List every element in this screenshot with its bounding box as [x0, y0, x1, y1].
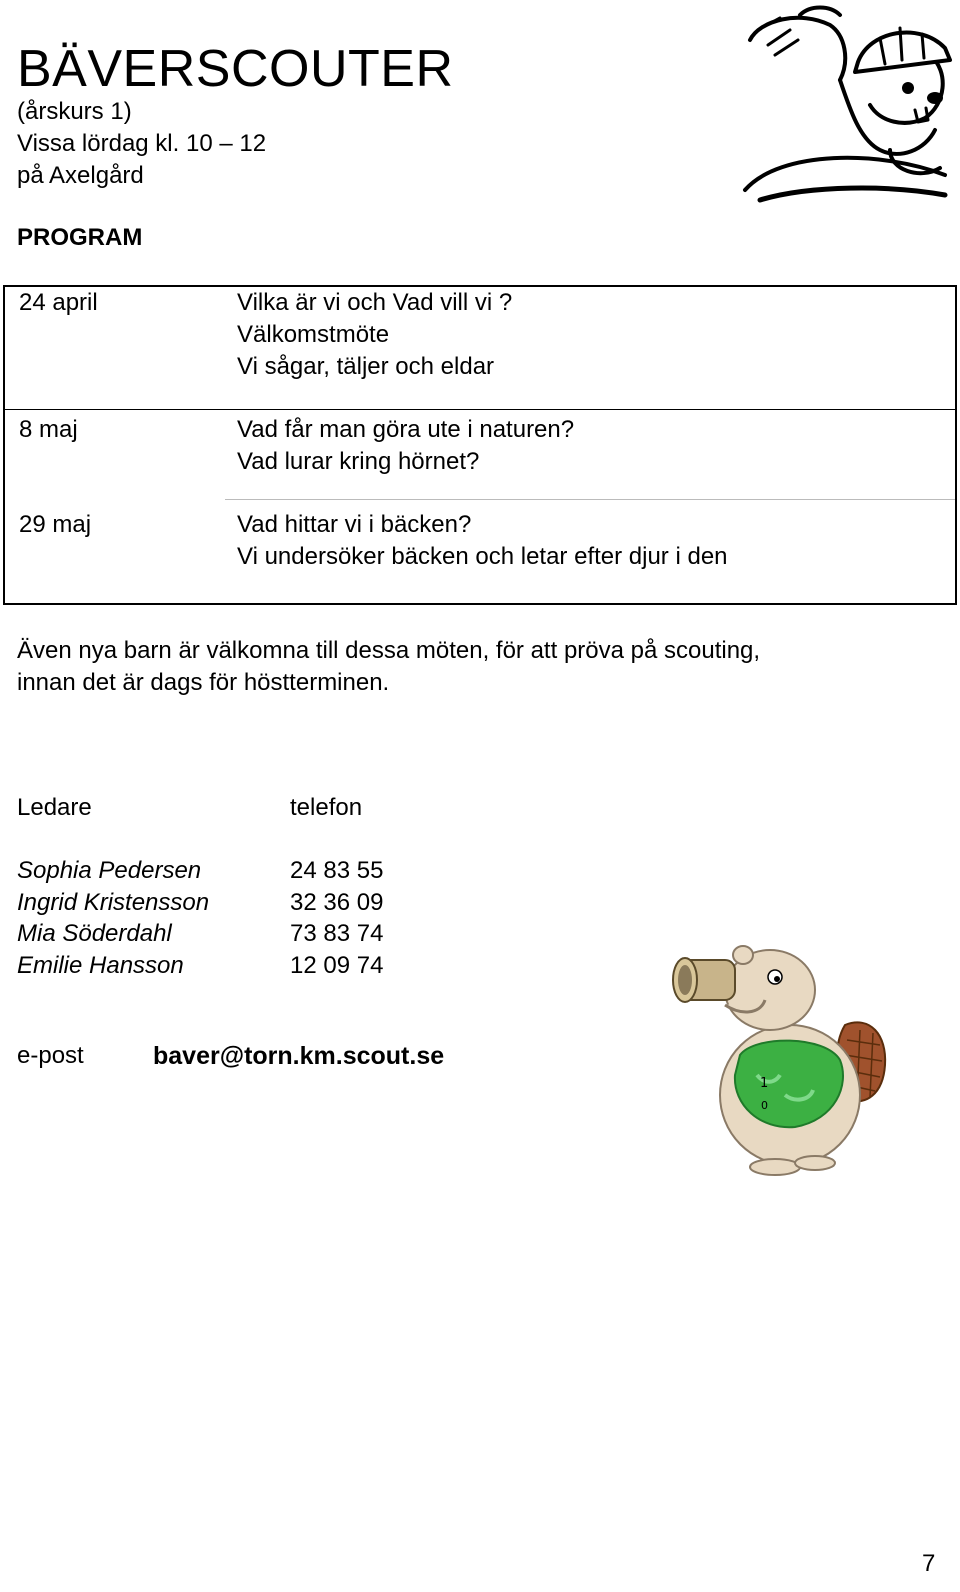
- program-date: 8 maj: [19, 416, 78, 443]
- program-heading: PROGRAM: [17, 224, 143, 251]
- program-date: 29 maj: [19, 511, 92, 538]
- svg-text:0: 0: [761, 1099, 768, 1112]
- program-date: 24 april: [19, 289, 98, 316]
- note-line: Även nya barn är välkomna till dessa möten, för att pröva på scouting,: [17, 637, 761, 664]
- leaders-header-phone: telefon: [290, 794, 363, 821]
- leader-phone: 32 36 09: [290, 889, 384, 916]
- beaver-binoculars-icon: [665, 935, 895, 1180]
- leader-name: Ingrid Kristensson: [17, 889, 210, 916]
- page-number: 7: [922, 1550, 936, 1577]
- program-activity: Vi sågar, täljer och eldar: [237, 353, 495, 380]
- note-line: innan det är dags för höstterminen.: [17, 669, 390, 696]
- program-activity: Vi undersöker bäcken och letar efter djur i den: [237, 543, 728, 570]
- row-divider: [5, 409, 955, 410]
- leader-name: Mia Söderdahl: [17, 920, 172, 947]
- program-activity: Vad hittar vi i bäcken?: [237, 511, 472, 538]
- subtitle-grade: (årskurs 1): [17, 98, 132, 125]
- leader-name: Sophia Pedersen: [17, 857, 202, 884]
- leader-name: Emilie Hansson: [17, 952, 184, 979]
- program-activity: Välkomstmöte: [237, 321, 390, 348]
- email-label: e-post: [17, 1042, 84, 1069]
- program-activity: Vad lurar kring hörnet?: [237, 448, 480, 475]
- leader-phone: 12 09 74: [290, 952, 384, 979]
- svg-text:1: 1: [760, 1076, 769, 1091]
- leader-phone: 73 83 74: [290, 920, 384, 947]
- program-table: [3, 285, 957, 605]
- program-activity: Vilka är vi och Vad vill vi ?: [237, 289, 513, 316]
- leader-phone: 24 83 55: [290, 857, 384, 884]
- beaver-waving-icon: [740, 0, 955, 210]
- row-divider: [225, 499, 955, 500]
- program-activity: Vad får man göra ute i naturen?: [237, 416, 575, 443]
- page-title: BÄVERSCOUTER: [17, 40, 454, 98]
- subtitle-time: Vissa lördag kl. 10 – 12: [17, 130, 267, 157]
- leaders-header-name: Ledare: [17, 794, 92, 821]
- email-link[interactable]: baver@torn.km.scout.se: [153, 1042, 445, 1070]
- subtitle-place: på Axelgård: [17, 162, 144, 189]
